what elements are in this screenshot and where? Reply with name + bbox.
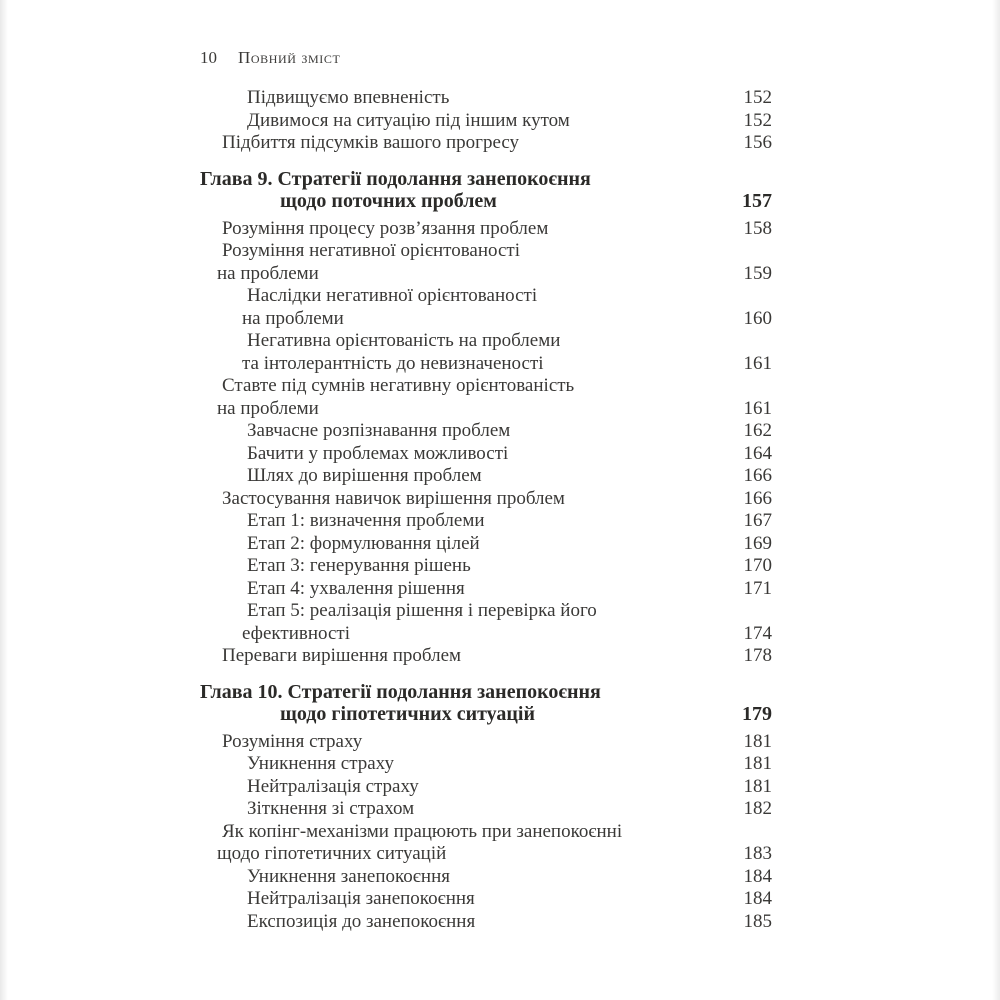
toc-line (200, 681, 772, 704)
toc-entry (200, 645, 772, 668)
toc-line (200, 190, 772, 213)
toc-line (200, 375, 772, 398)
toc-page-number: 178 (743, 645, 772, 666)
table-of-contents (200, 87, 772, 933)
toc-entry (200, 776, 772, 799)
toc-line (200, 308, 772, 331)
toc-page-number: 159 (743, 262, 772, 284)
toc-entry-text: Нейтралізація занепокоєння (247, 888, 475, 909)
toc-entry-text: Розуміння негативної орієнтованості (222, 240, 521, 261)
toc-line (200, 888, 772, 911)
toc-line (200, 218, 772, 241)
toc-entry-text: ефективності (242, 622, 350, 644)
toc-entry (200, 866, 772, 889)
toc-page-number: 182 (743, 798, 772, 819)
toc-page-number: 158 (743, 217, 772, 239)
toc-page-number: 156 (743, 132, 772, 153)
toc-entry (200, 465, 772, 488)
toc-page-number: 152 (743, 87, 772, 108)
toc-entry-text: Бачити у проблемах можливості (247, 442, 509, 464)
toc-entry-text: на проблеми (242, 307, 344, 329)
toc-line (200, 533, 772, 556)
toc-line (200, 398, 772, 421)
toc-entry-text: Наслідки негативної орієнтованості (247, 285, 538, 306)
toc-page-number: 166 (743, 487, 772, 509)
toc-entry-text: Шлях до вирішення проблем (247, 465, 482, 486)
toc-entry (200, 533, 772, 556)
toc-entry (200, 375, 772, 420)
toc-entry (200, 821, 772, 866)
chapter-heading (200, 681, 772, 726)
toc-page-number: 162 (743, 420, 772, 441)
toc-line (200, 488, 772, 511)
toc-line (200, 87, 772, 110)
toc-page-number: 164 (743, 442, 772, 464)
toc-entry-text: Глава 9. Стратегії подолання занепокоєння (200, 167, 591, 190)
toc-line (200, 645, 772, 668)
toc-line (200, 600, 772, 623)
toc-page-number: 161 (743, 352, 772, 374)
toc-line (200, 263, 772, 286)
chapter-heading (200, 168, 772, 213)
toc-entry-text: Застосування навичок вирішення проблем (222, 487, 565, 509)
toc-entry (200, 443, 772, 466)
toc-entry (200, 510, 772, 533)
toc-entry-text: Негативна орієнтованість на проблеми (247, 330, 561, 351)
toc-entry-text: Як копінг-механізми працюють при занепокоєнні (222, 820, 623, 842)
toc-line (200, 753, 772, 776)
toc-line (200, 132, 772, 155)
toc-entry (200, 578, 772, 601)
toc-line (200, 168, 772, 191)
toc-page-number: 181 (743, 753, 772, 774)
toc-entry-text: Розуміння страху (222, 730, 363, 752)
toc-line (200, 330, 772, 353)
toc-page-number: 170 (743, 555, 772, 576)
toc-entry-text: Етап 4: ухвалення рішення (247, 577, 465, 599)
toc-page-number: 181 (743, 730, 772, 752)
toc-entry (200, 555, 772, 578)
toc-line (200, 285, 772, 308)
toc-page-number: 185 (743, 910, 772, 932)
toc-entry (200, 488, 772, 511)
toc-page-number: 169 (743, 532, 772, 554)
running-title: Повний зміст (238, 48, 341, 67)
page-header (200, 48, 772, 68)
toc-entry-text: Переваги вирішення проблем (222, 645, 462, 666)
toc-page-number: 161 (743, 397, 772, 419)
toc-entry (200, 218, 772, 241)
toc-page-number: 160 (743, 307, 772, 329)
toc-entry-text: Ставте під сумнів негативну орієнтованість (222, 375, 575, 396)
toc-entry (200, 731, 772, 754)
toc-entry (200, 600, 772, 645)
toc-page-number: 184 (743, 865, 772, 887)
toc-entry-text: на проблеми (217, 262, 319, 284)
toc-line (200, 731, 772, 754)
toc-entry (200, 87, 772, 110)
toc-page-number: 171 (743, 577, 772, 599)
toc-entry-text: Дивимося на ситуацію під іншим кутом (247, 109, 570, 131)
toc-entry (200, 753, 772, 776)
toc-entry (200, 132, 772, 155)
toc-entry-text: Нейтралізація страху (247, 775, 419, 797)
toc-line (200, 843, 772, 866)
toc-line (200, 578, 772, 601)
toc-entry (200, 110, 772, 133)
toc-entry-text: Етап 5: реалізація рішення і перевірка його (247, 600, 597, 621)
toc-entry (200, 888, 772, 911)
toc-entry-text: Експозиція до занепокоєння (247, 910, 476, 932)
toc-entry-text: Етап 3: генерування рішень (247, 555, 471, 576)
toc-entry (200, 798, 772, 821)
toc-page-number: 157 (742, 190, 772, 212)
toc-line (200, 703, 772, 726)
toc-entry-text: Підбиття підсумків вашого прогресу (222, 132, 520, 153)
toc-line (200, 623, 772, 646)
toc-entry (200, 420, 772, 443)
toc-entry-text: Уникнення страху (247, 753, 394, 774)
toc-page-number: 183 (743, 843, 772, 864)
toc-line (200, 866, 772, 889)
toc-entry-text: на проблеми (217, 397, 319, 419)
toc-page-number: 152 (743, 109, 772, 131)
toc-page-number: 166 (743, 465, 772, 486)
toc-entry-text: щодо поточних проблем (280, 190, 497, 212)
toc-line (200, 443, 772, 466)
toc-line (200, 776, 772, 799)
toc-line (200, 353, 772, 376)
toc-page-number: 181 (743, 775, 772, 797)
toc-line (200, 798, 772, 821)
toc-line (200, 240, 772, 263)
toc-page-number: 179 (742, 703, 772, 725)
toc-entry-text: щодо гіпотетичних ситуацій (280, 703, 535, 725)
toc-line (200, 555, 772, 578)
toc-entry-text: Підвищуємо впевненість (247, 87, 450, 108)
toc-entry (200, 330, 772, 375)
toc-entry-text: Розуміння процесу розв’язання проблем (222, 217, 549, 239)
toc-entry-text: Етап 1: визначення проблеми (247, 510, 485, 531)
toc-line (200, 465, 772, 488)
toc-entry-text: Зіткнення зі страхом (247, 798, 415, 819)
folio-page-number: 10 (200, 48, 217, 67)
toc-page-number: 184 (743, 888, 772, 909)
toc-line (200, 821, 772, 844)
toc-entry (200, 911, 772, 934)
toc-line (200, 110, 772, 133)
toc-entry-text: Завчасне розпізнавання проблем (247, 420, 511, 441)
toc-entry (200, 285, 772, 330)
toc-entry-text: та інтолерантність до невизначеності (242, 352, 544, 374)
toc-page-number: 167 (743, 510, 772, 531)
toc-entry (200, 240, 772, 285)
toc-entry-text: Глава 10. Стратегії подолання занепокоєння (200, 680, 601, 703)
toc-line (200, 510, 772, 533)
toc-entry-text: Уникнення занепокоєння (247, 865, 450, 887)
toc-entry-text: Етап 2: формулювання цілей (247, 532, 480, 554)
toc-page-number: 174 (743, 622, 772, 644)
toc-line (200, 911, 772, 934)
toc-line (200, 420, 772, 443)
toc-entry-text: щодо гіпотетичних ситуацій (217, 843, 447, 864)
